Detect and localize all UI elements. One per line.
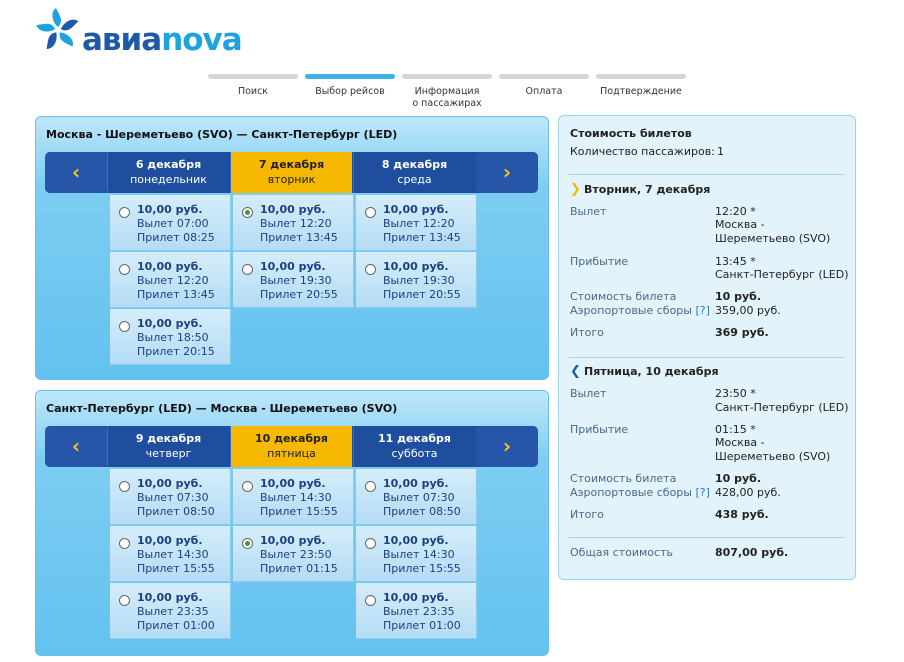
divider [569, 174, 845, 175]
seg2-dep-place: Санкт-Петербург (LED) [715, 401, 849, 414]
flight-price: 10,00 руб. [260, 477, 326, 490]
flight-price: 10,00 руб. [383, 591, 449, 604]
seg2-dep-label: Вылет [570, 387, 607, 400]
flight-departure: Вылет 07:30 [383, 491, 455, 504]
seg1-fees-value: 359,00 руб. [715, 304, 781, 317]
flight-departure: Вылет 07:00 [137, 217, 209, 230]
seg2-total-label: Итого [570, 508, 604, 521]
segment2-date: Пятница, 10 декабря [584, 365, 719, 378]
flight-option[interactable] [110, 469, 231, 525]
weekday-label: вторник [267, 173, 316, 186]
step-label: Поиск [237, 86, 269, 97]
flight-radio[interactable] [242, 481, 253, 492]
flight-price: 10,00 руб. [260, 260, 326, 273]
flight-price: 10,00 руб. [137, 477, 203, 490]
step-bar [596, 74, 686, 79]
seg2-price-label: Стоимость билета [570, 472, 677, 485]
flight-radio[interactable] [119, 207, 130, 218]
flight-option[interactable] [356, 583, 477, 639]
flight-departure: Вылет 14:30 [137, 548, 209, 561]
flight-price: 10,00 руб. [137, 591, 203, 604]
flight-price: 10,00 руб. [383, 203, 449, 216]
flight-price: 10,00 руб. [383, 260, 449, 273]
seg2-arr-place: Москва - Шереметьево (SVO) [715, 436, 831, 463]
seg1-dep-place: Москва - Шереметьево (SVO) [715, 218, 831, 245]
step-bar [402, 74, 492, 79]
chevron-left-icon: ❮ [570, 364, 581, 379]
progress-steps [208, 74, 688, 114]
seg1-arr-label: Прибытие [570, 255, 629, 268]
prev-dates-button[interactable] [45, 152, 107, 193]
flight-option[interactable] [233, 469, 354, 525]
chevron-right-icon: › [502, 160, 512, 184]
date-tab[interactable] [353, 152, 475, 193]
flight-option[interactable] [356, 469, 477, 525]
segment1-date: Вторник, 7 декабря [584, 183, 711, 196]
flight-radio[interactable] [119, 321, 130, 332]
seg1-total-label: Итого [570, 326, 604, 339]
next-dates-button[interactable] [476, 426, 538, 467]
flight-arrival: Прилет 20:55 [383, 288, 461, 301]
step-label: Выбор рейсов [315, 86, 385, 97]
weekday-label: среда [397, 173, 432, 186]
flight-option[interactable] [356, 195, 477, 251]
seg1-dep-time: 12:20 * [715, 205, 756, 218]
chevron-right-icon: › [502, 434, 512, 458]
flight-arrival: Прилет 13:45 [260, 231, 338, 244]
flight-departure: Вылет 14:30 [260, 491, 332, 504]
flight-price: 10,00 руб. [383, 534, 449, 547]
seg2-total-value: 438 руб. [715, 508, 769, 521]
date-label: 7 декабря [258, 158, 325, 171]
flight-arrival: Прилет 20:15 [137, 345, 215, 358]
flight-departure: Вылет 07:30 [137, 491, 209, 504]
flight-option[interactable] [110, 309, 231, 365]
inbound-route-title: Санкт-Петербург (LED) — Москва - Шереметьево (SVO) [46, 402, 398, 415]
flight-radio[interactable] [365, 264, 376, 275]
flight-option[interactable] [356, 252, 477, 308]
date-label: 9 декабря [135, 432, 202, 445]
step-bar [499, 74, 589, 79]
flight-option[interactable] [110, 583, 231, 639]
logo-part1: авиа [82, 22, 162, 58]
flight-arrival: Прилет 13:45 [383, 231, 461, 244]
date-label: 6 декабря [135, 158, 202, 171]
flight-option[interactable] [356, 526, 477, 582]
flight-radio[interactable] [365, 595, 376, 606]
flight-radio[interactable] [365, 538, 376, 549]
seg1-arr-time: 13:45 * [715, 255, 756, 268]
seg2-fees-label: Аэропортовые сборы [570, 486, 692, 499]
weekday-label: пятница [267, 447, 316, 460]
seg2-dep-time: 23:50 * [715, 387, 756, 400]
step-label: Оплата [525, 86, 563, 97]
step-label: Информация о пассажирах [412, 86, 482, 109]
date-label: 11 декабря [378, 432, 451, 445]
logo-wordmark [82, 22, 242, 58]
seg1-fees-row [570, 304, 710, 317]
seg2-arr-time: 01:15 * [715, 423, 756, 436]
flight-arrival: Прилет 15:55 [260, 505, 338, 518]
flight-arrival: Прилет 01:00 [383, 619, 461, 632]
flight-option[interactable] [110, 252, 231, 308]
flight-option[interactable] [233, 252, 354, 308]
pax-value: 1 [717, 145, 724, 158]
seg1-total-value: 369 руб. [715, 326, 769, 339]
seg2-price-value: 10 руб. [715, 472, 762, 485]
weekday-label: понедельник [130, 173, 207, 186]
flight-departure: Вылет 23:35 [137, 605, 209, 618]
outbound-date-bar [45, 152, 538, 193]
summary-title: Стоимость билетов [570, 127, 692, 140]
flight-departure: Вылет 12:20 [260, 217, 332, 230]
price-summary [558, 115, 856, 580]
weekday-label: суббота [391, 447, 438, 460]
flight-radio[interactable] [365, 481, 376, 492]
segment2-heading [570, 364, 719, 379]
flight-arrival: Прилет 15:55 [383, 562, 461, 575]
flight-price: 10,00 руб. [260, 534, 326, 547]
flight-departure: Вылет 19:30 [260, 274, 332, 287]
flight-departure: Вылет 23:35 [383, 605, 455, 618]
date-tab[interactable] [107, 152, 229, 193]
next-dates-button[interactable] [476, 152, 538, 193]
flight-price: 10,00 руб. [137, 260, 203, 273]
date-tab[interactable] [107, 426, 229, 467]
seg1-dep-label: Вылет [570, 205, 607, 218]
pax-label: Количество пассажиров: [570, 145, 715, 158]
grand-total-label: Общая стоимость [570, 546, 673, 559]
seg2-fees-value: 428,00 руб. [715, 486, 781, 499]
flight-option[interactable] [233, 526, 354, 582]
prev-dates-button[interactable] [45, 426, 107, 467]
logo-star-icon [34, 6, 84, 56]
flight-departure: Вылет 23:50 [260, 548, 332, 561]
step-bar [305, 74, 395, 79]
date-label: 10 декабря [255, 432, 328, 445]
flight-arrival: Прилет 20:55 [260, 288, 338, 301]
flight-radio[interactable] [119, 538, 130, 549]
segment1-heading [570, 182, 710, 197]
fees-help-link[interactable]: [?] [695, 304, 710, 317]
flight-radio[interactable] [119, 595, 130, 606]
flight-radio[interactable] [119, 264, 130, 275]
flight-option[interactable] [233, 195, 354, 251]
grand-total-value: 807,00 руб. [715, 546, 789, 559]
flight-departure: Вылет 12:20 [137, 274, 209, 287]
outbound-panel [35, 116, 549, 380]
flight-option[interactable] [110, 526, 231, 582]
seg1-price-label: Стоимость билета [570, 290, 677, 303]
flight-price: 10,00 руб. [260, 203, 326, 216]
step-bar [208, 74, 298, 79]
date-label: 8 декабря [381, 158, 448, 171]
fees-help-link[interactable]: [?] [695, 486, 710, 499]
seg2-fees-row [570, 486, 710, 499]
flight-departure: Вылет 14:30 [383, 548, 455, 561]
chevron-left-icon: ‹ [71, 434, 81, 458]
flight-option[interactable] [110, 195, 231, 251]
seg1-arr-place: Санкт-Петербург (LED) [715, 268, 849, 281]
step-5 [596, 74, 686, 98]
step-3 [402, 74, 492, 110]
flight-arrival: Прилет 08:50 [383, 505, 461, 518]
outbound-route-title: Москва - Шереметьево (SVO) — Санкт-Петербург (LED) [46, 128, 398, 141]
flight-radio[interactable] [242, 538, 253, 549]
flight-radio[interactable] [365, 207, 376, 218]
chevron-left-icon: ‹ [71, 160, 81, 184]
date-tab[interactable] [230, 152, 352, 193]
chevron-right-icon: ❯ [570, 182, 581, 197]
flight-price: 10,00 руб. [137, 203, 203, 216]
flight-arrival: Прилет 01:00 [137, 619, 215, 632]
date-tab[interactable] [230, 426, 352, 467]
seg1-price-value: 10 руб. [715, 290, 762, 303]
weekday-label: четверг [145, 447, 192, 460]
flight-arrival: Прилет 13:45 [137, 288, 215, 301]
step-2 [305, 74, 395, 98]
flight-price: 10,00 руб. [137, 317, 203, 330]
seg1-fees-label: Аэропортовые сборы [570, 304, 692, 317]
flight-radio[interactable] [242, 207, 253, 218]
flight-radio[interactable] [242, 264, 253, 275]
date-tab[interactable] [353, 426, 475, 467]
flight-price: 10,00 руб. [383, 477, 449, 490]
step-4 [499, 74, 589, 98]
step-label: Подтверждение [600, 86, 682, 97]
flight-arrival: Прилет 08:50 [137, 505, 215, 518]
avianova-logo[interactable] [34, 6, 244, 66]
inbound-panel [35, 390, 549, 656]
divider [569, 357, 845, 358]
flight-arrival: Прилет 08:25 [137, 231, 215, 244]
inbound-date-bar [45, 426, 538, 467]
flight-departure: Вылет 12:20 [383, 217, 455, 230]
seg2-arr-label: Прибытие [570, 423, 629, 436]
flight-arrival: Прилет 01:15 [260, 562, 338, 575]
divider [569, 537, 845, 538]
flight-radio[interactable] [119, 481, 130, 492]
flight-arrival: Прилет 15:55 [137, 562, 215, 575]
flight-departure: Вылет 19:30 [383, 274, 455, 287]
flight-price: 10,00 руб. [137, 534, 203, 547]
logo-part2: nova [161, 22, 242, 58]
step-1 [208, 74, 298, 98]
flight-departure: Вылет 18:50 [137, 331, 209, 344]
